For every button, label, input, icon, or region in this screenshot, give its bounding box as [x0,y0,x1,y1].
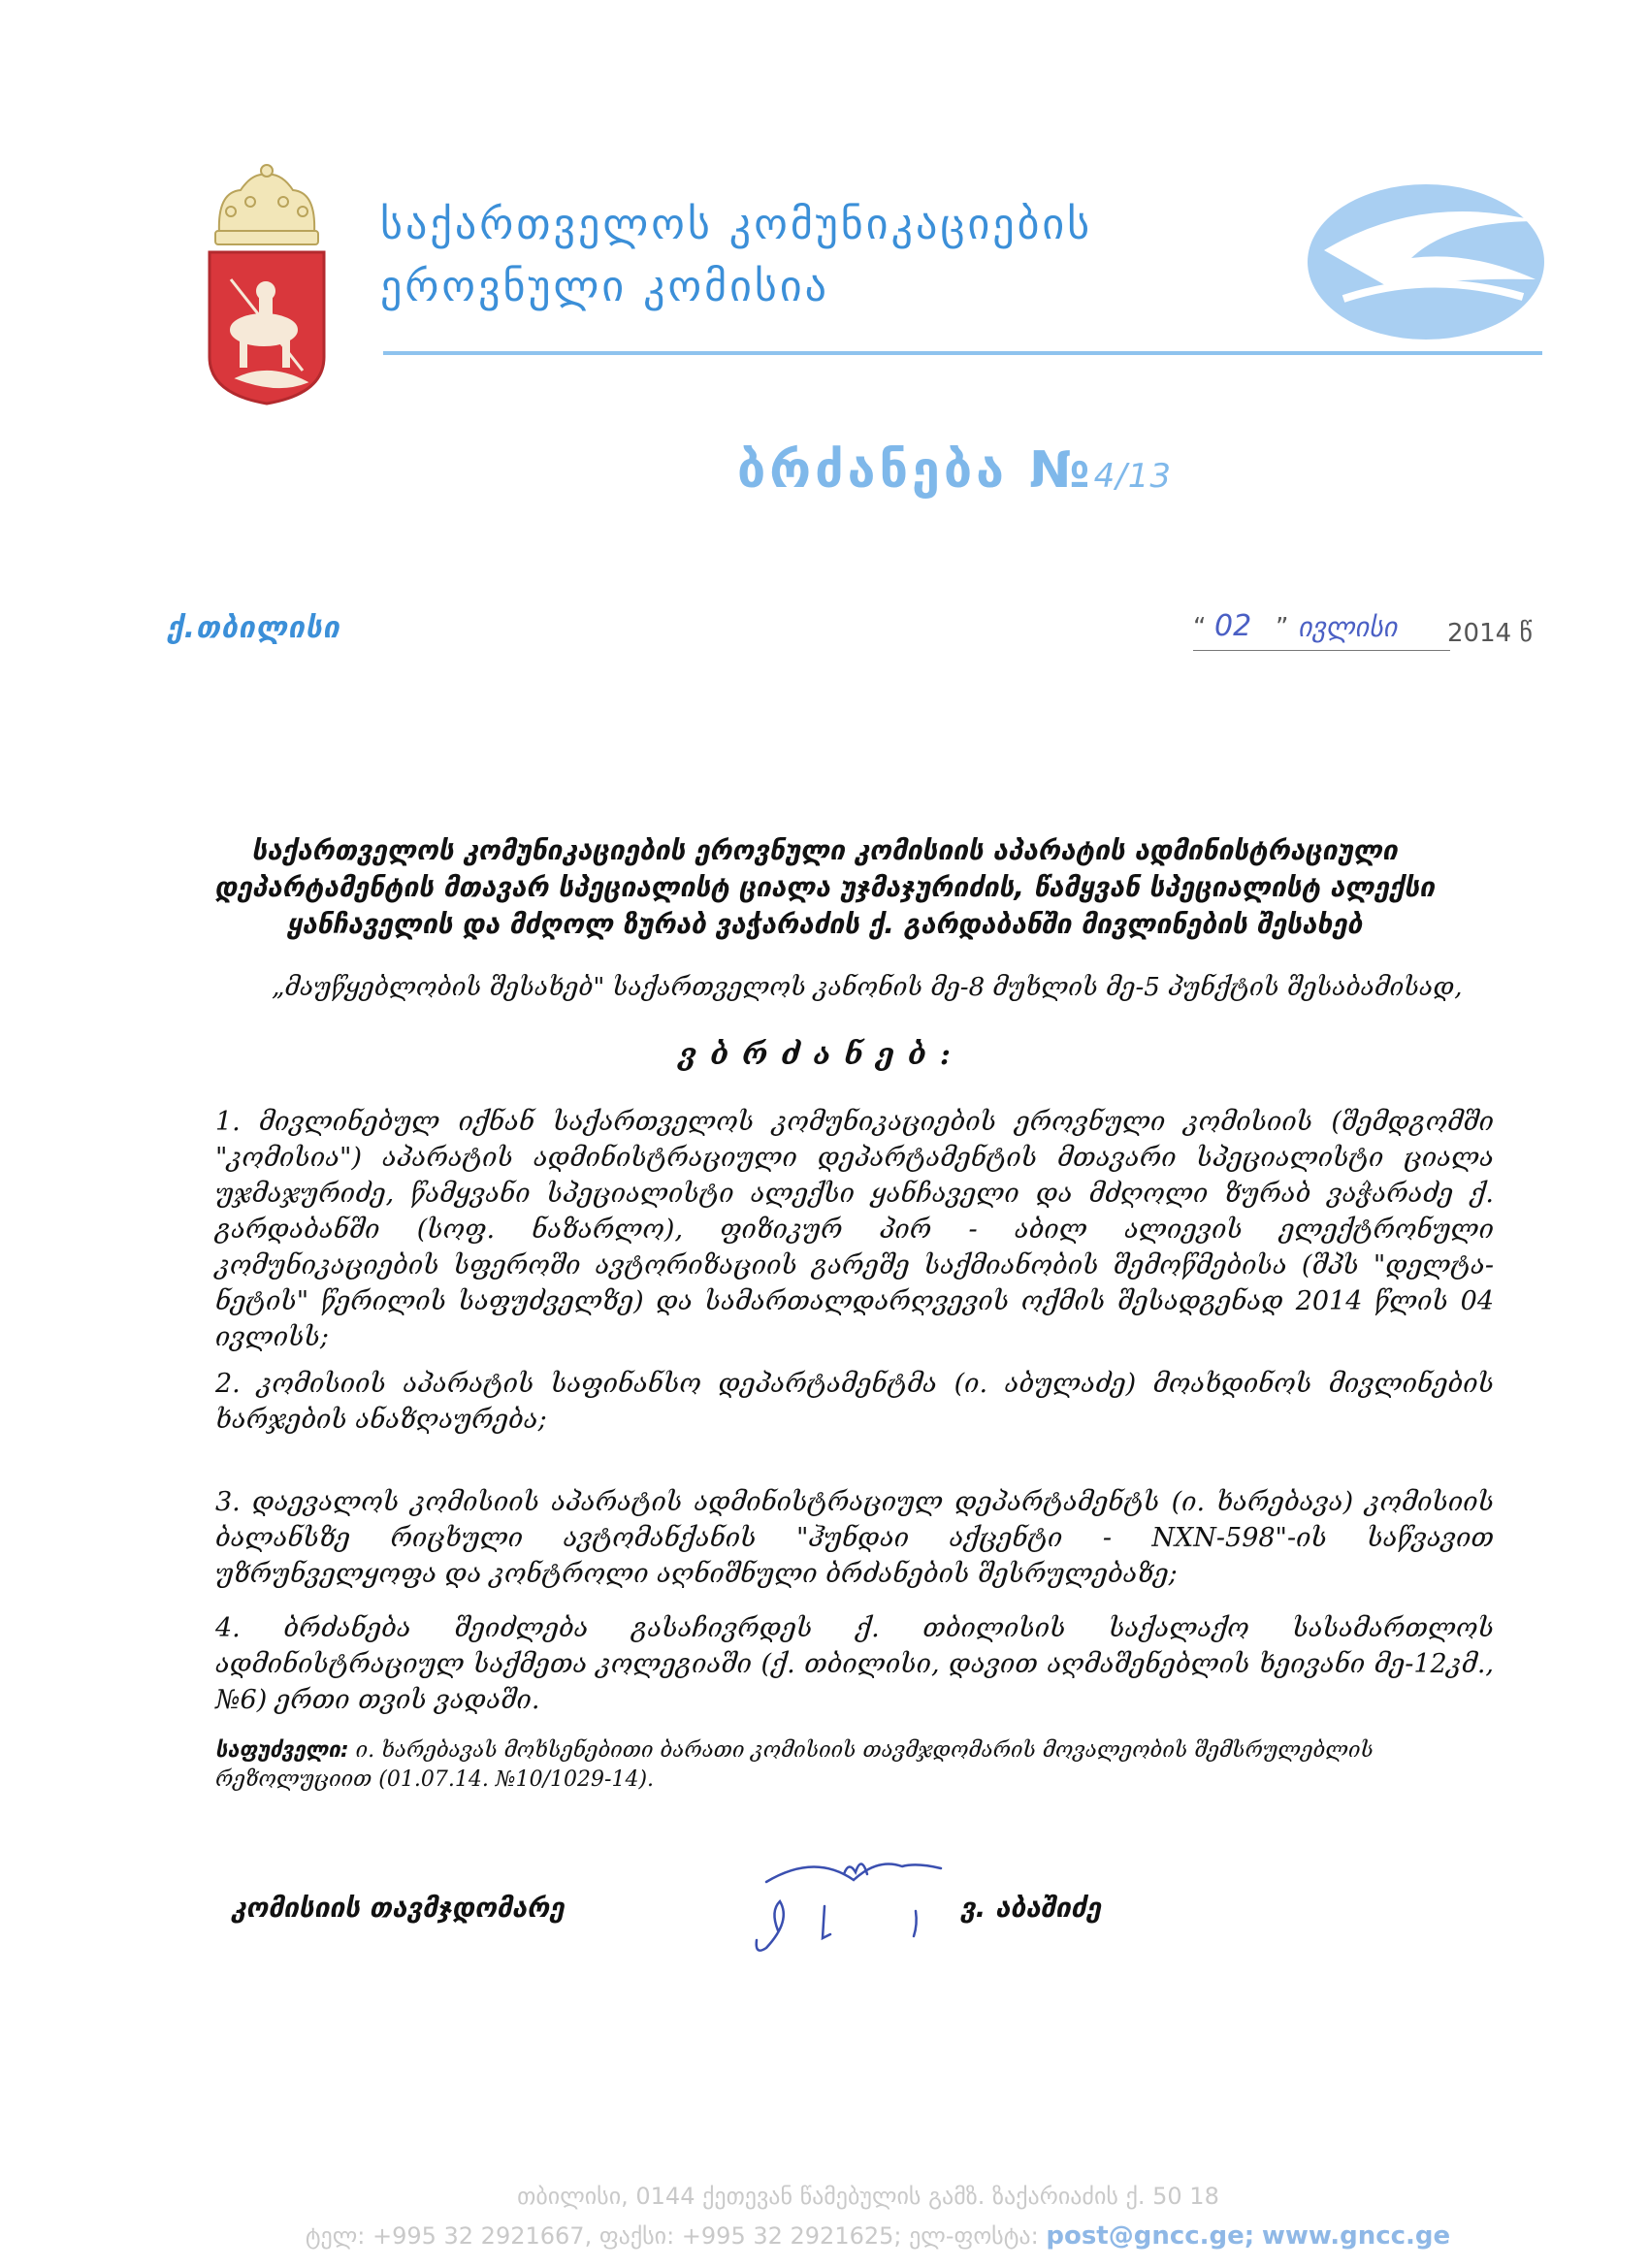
date-underline [1193,650,1450,651]
footnote-text: ი. ხარებავას მოხსენებითი ბარათი კომისიის თავმჯდომარის მოვალეობის შემსრულებლის რეზოლუციით (01.07.14. №10/1029-14). [215,1738,1374,1792]
order-subject: საქართველოს კომუნიკაციების ეროვნული კომისიის აპარატის ადმინისტრაციული დეპარტამენტის მთავარ სპეციალისტ ციალა უჯმაჯურიძის, წამყვან სპეციალისტ ალექსი ყანჩაველის და მძღოლ ზურაბ ვაჭარაძის ქ. გარდაბანში მივლინების შესახებ [214,834,1435,940]
order-date [1193,611,1542,656]
order-item-3: 3. დაევალოს კომისიის აპარატის ადმინისტრაციულ დეპარტამენტს (ი. ხარებავა) კომისიის ბალანსზე რიცხული ავტომანქანის "ჰუნდაი აქცენტი - NXN-598"-ის საწვავით უზრუნველყოფა და კონტროლი აღნიშნული ბრძანების შესრულებაზე; [215,1487,1494,1589]
header-divider [383,351,1542,355]
order-item-2: 2. კომისიის აპარატის საფინანსო დეპარტამენტმა (ი. აბულაძე) მოახდინოს მივლინების ხარჯების ანაზღაურება; [215,1369,1494,1435]
organization-name [380,194,1253,318]
date-year: 2014 წ [1447,619,1533,648]
coat-of-arms-icon [202,163,333,405]
order-number: 4/13 [1093,457,1172,496]
footer-website[interactable]: www.gncc.ge [1261,2221,1451,2251]
handwritten-signature [708,1766,980,1960]
decree-heading: ვბრძანებ: [679,1038,964,1072]
date-quote-open: “ [1193,613,1207,642]
order-item-4: 4. ბრძანება შეიძლება გასაჩივრდეს ქ. თბილისის საქალაქო სასამართლოს ადმინისტრაციულ საქმეთა კოლეგიაში (ქ. თბილისი, დავით აღმაშენებლის ხეივანი მე-12კმ., №6) ერთი თვის ვადაში. [215,1613,1494,1715]
signatory-name: ვ. აბაშიძე [960,1892,1101,1924]
order-title-label: ბრძანება № [737,441,1094,500]
legal-basis: „მაუწყებლობის შესახებ" საქართველოს კანონის მე-8 მუხლის მე-5 პუნქტის შესაბამისად, [272,973,1463,1002]
organization-name-line1: საქართველოს კომუნიკაციების [380,200,1093,249]
footer-email[interactable]: post@gncc.ge; [1046,2221,1255,2251]
organization-name-line2: ეროვნული კომისია [380,262,829,311]
signatory-role: კომისიის თავმჯდომარე [231,1892,565,1924]
date-month: ივლისი [1298,611,1398,643]
date-day: 02 [1214,609,1252,643]
footer-address: თბილისი, 0144 ქეთევან წამებულის გამზ. ზაქარიაძის ქ. 50 18 [517,2183,1219,2210]
date-quote-close: ” [1276,613,1289,642]
gncc-logo-icon [1305,182,1547,342]
order-item-1: 1. მივლინებულ იქნან საქართველოს კომუნიკაციების ეროვნული კომისიის (შემდგომში "კომისია") აპარატის ადმინისტრაციული დეპარტამენტის მთავარი სპეციალისტი ციალა უჯმაჯურიძე, წამყვანი სპეციალისტი ალექსი ყანჩაველი და მძღოლი ზურაბ ვაჭარაძე ქ. გარდაბანში (სოფ. ნაზარლო), ფიზიკურ პირ - აბილ ალიევის ელექტრონული კომუნიკაციების სფეროში ავტორიზაციის გარეშე საქმიანობის შემოწმებისა (შპს "დელტა-ნეტის" წერილის საფუძველზე) და სამართალდარღვევის ოქმის შესადგენად 2014 წლის 04 ივლისს; [215,1107,1494,1352]
footnote-label: საფუძველი: [215,1738,349,1763]
order-title [737,441,1172,500]
footer-contacts [223,2221,1533,2251]
footer-phones: ტელ: +995 32 2921667, ფაქსი: +995 32 2921625; ელ-ფოსტა: [305,2222,1039,2250]
city-label: ქ.თბილისი [167,611,340,645]
